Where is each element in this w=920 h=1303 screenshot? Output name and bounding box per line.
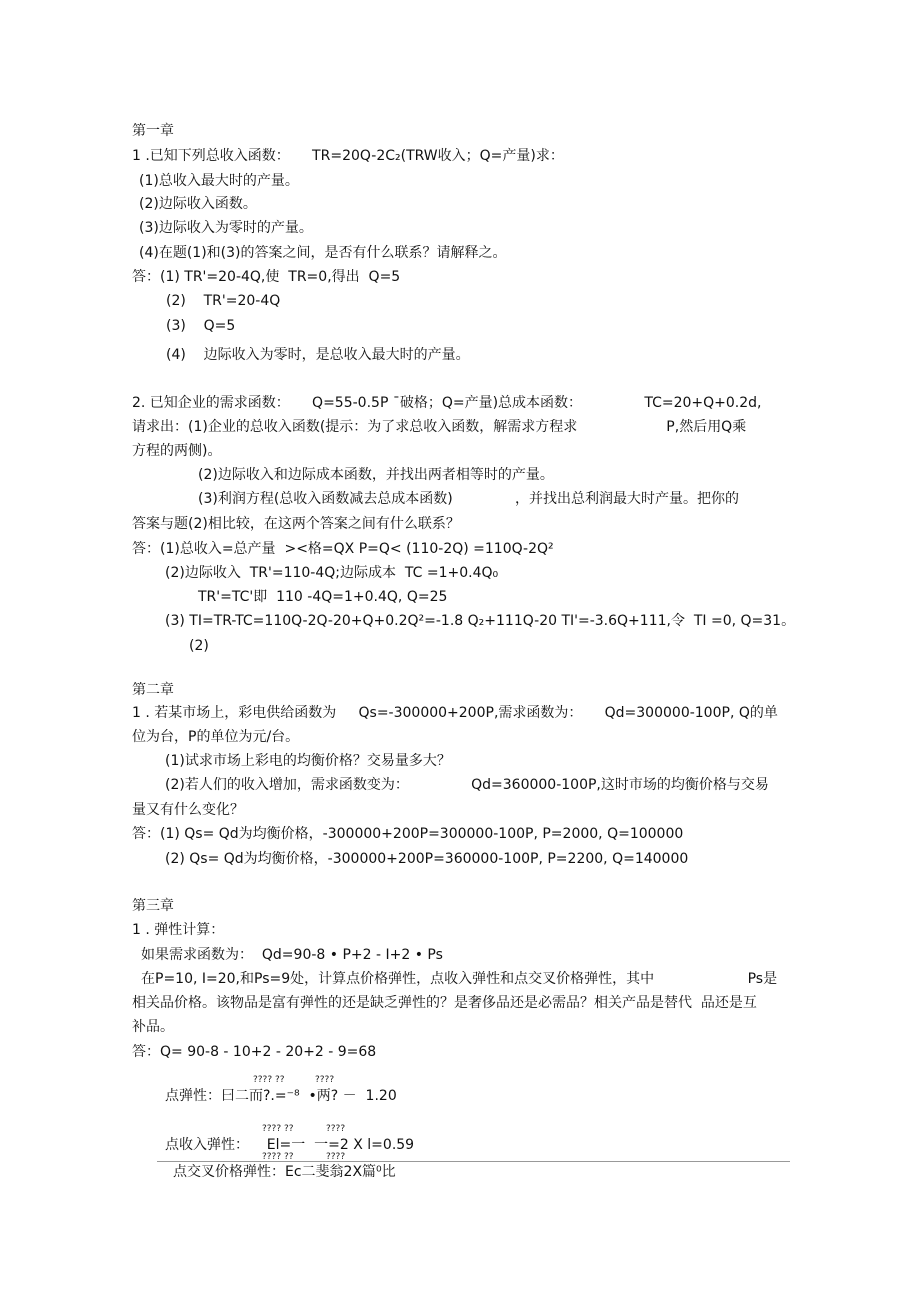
- question-1-1-part-2: (2)边际收入函数。: [139, 196, 257, 212]
- question-3-1: 1 . 弹性计算：: [132, 922, 225, 938]
- answer-3-1-quantity: 答：Q= 90-8 - 10+2 - 20+2 - 9=68: [132, 1044, 377, 1060]
- formula-fragment: ???? ??: [262, 1124, 294, 1134]
- question-1-1-part-3: (3)边际收入为零时的产量。: [139, 220, 313, 236]
- formula-fragment: ???? ??: [253, 1075, 285, 1085]
- answer-1-1-part-3: (3) Q=5: [166, 318, 236, 334]
- question-3-1-body-end: 补品。: [132, 1019, 174, 1035]
- question-2-1: 1 . 若某市场上，彩电供给函数为 Qs=-300000+200P,需求函数为： Qd=300000-100P, Q的单: [132, 705, 778, 721]
- answer-1-2-part-1: 答：(1)总收入=总产量 ><格=QX P=Q< (110-2Q) =110Q-2Q²: [132, 541, 554, 557]
- question-2-1-part-2-cont: 量又有什么变化？: [132, 802, 244, 818]
- formula-fragment: ????: [315, 1075, 335, 1085]
- answer-3-1-income-elasticity: 点收入弹性： El=一 一=2 X l=0.59: [165, 1137, 415, 1153]
- question-2-1-part-2: (2)若人们的收入增加，需求函数变为： Qd=360000-100P,这时市场的均衡价格与交易: [165, 777, 769, 793]
- formula-fragment: ???? ??: [262, 1152, 294, 1162]
- question-3-1-body-cont: 相关品价格。该物品是富有弹性的还是缺乏弹性的？是奢侈品还是必需品？相关产品是替代 品还是互: [132, 995, 757, 1011]
- question-1-2-part-3-cont: 答案与题(2)相比较，在这两个答案之间有什么联系？: [132, 516, 460, 532]
- answer-1-1-part-2: (2) TR'=20-4Q: [166, 293, 281, 309]
- answer-1-2-part-2-cont: TR'=TC'即 110 -4Q=1+0.4Q, Q=25: [198, 589, 448, 605]
- chapter-1-heading: 第一章: [132, 123, 174, 139]
- answer-1-2-part-2-label: (2): [189, 638, 209, 654]
- question-2-1-line-2: 位为台，P的单位为元/台。: [132, 729, 300, 745]
- question-3-1-demand: 如果需求函数为： Qd=90-8 • P+2 - I+2 • Ps: [141, 947, 443, 963]
- page-divider: [157, 1161, 790, 1162]
- question-2-1-part-1: (1)试求市场上彩电的均衡价格？交易量多大？: [165, 753, 451, 769]
- answer-3-1-price-elasticity: 点弹性：曰二而?.=⁻⁸ •两? － 1.20: [165, 1088, 397, 1104]
- question-1-2: 2. 已知企业的需求函数： Q=55-0.5P ˉ破格；Q=产量)总成本函数： TC=20+Q+0.2d,: [132, 395, 762, 411]
- answer-1-2-part-2: (2)边际收入 TR'=110-4Q;边际成本 TC =1+0.4Q₀: [165, 565, 499, 581]
- answer-2-1-part-2: (2) Qs= Qd为均衡价格，-300000+200P=360000-100P, P=2200, Q=140000: [165, 851, 689, 867]
- chapter-3-heading: 第三章: [132, 898, 174, 914]
- question-1-2-line-3: 方程的两侧)。: [132, 443, 222, 459]
- question-1-2-part-2: (2)边际收入和边际成本函数，并找出两者相等时的产量。: [198, 467, 554, 483]
- question-1-1-part-4: (4)在题(1)和(3)的答案之间，是否有什么联系？请解释之。: [139, 245, 507, 261]
- answer-1-1-part-1: 答：(1) TR'=20-4Q,使 TR=0,得出 Q=5: [132, 269, 401, 285]
- question-1-1: 1 .已知下列总收入函数： TR=20Q-2C₂(TRW收入；Q=产量)求：: [132, 148, 564, 164]
- answer-3-1-cross-elasticity: 点交叉价格弹性：Ec二斐翁2X篇⁰比: [173, 1164, 396, 1180]
- formula-fragment: ????: [326, 1152, 346, 1162]
- formula-fragment: ????: [326, 1124, 346, 1134]
- answer-2-1-part-1: 答：(1) Qs= Qd为均衡价格，-300000+200P=300000-100P, P=2000, Q=100000: [132, 826, 684, 842]
- question-1-1-part-1: (1)总收入最大时的产量。: [139, 173, 299, 189]
- chapter-2-heading: 第二章: [132, 682, 174, 698]
- question-3-1-body: 在P=10, I=20,和Ps=9处，计算点价格弹性，点收入弹性和点交叉价格弹性，其中 Ps是: [141, 971, 778, 987]
- question-1-2-part-3: (3)利润方程(总收入函数减去总成本函数) ，并找出总利润最大时产量。把你的: [198, 491, 740, 507]
- question-1-2-line-2: 请求出：(1)企业的总收入函数(提示：为了求总收入函数，解需求方程求 P,然后用Q乘: [132, 419, 747, 435]
- answer-1-1-part-4: (4) 边际收入为零时，是总收入最大时的产量。: [166, 347, 470, 363]
- answer-1-2-part-3: (3) TI=TR-TC=110Q-2Q-20+Q+0.2Q²=-1.8 Q₂+111Q-20 TI'=-3.6Q+111,令 TI =0, Q=31。: [165, 613, 796, 629]
